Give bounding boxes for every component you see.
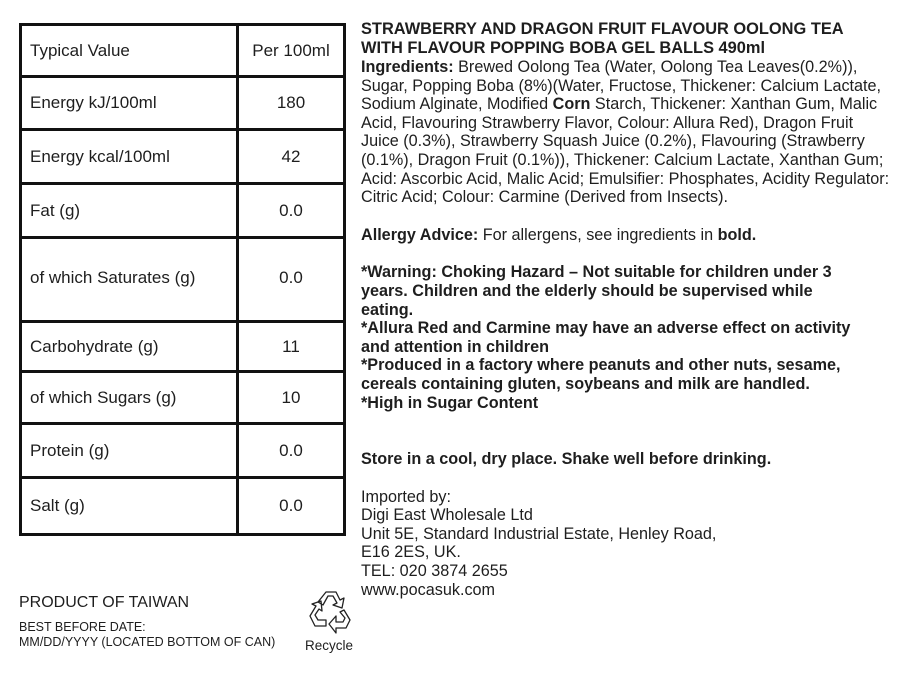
allergy-label: Allergy Advice: [361, 225, 479, 244]
row-label: of which Saturates (g) [21, 238, 238, 322]
table-row [21, 238, 345, 322]
row-label: Energy kJ/100ml [21, 77, 238, 130]
importer-address-1: Unit 5E, Standard Industrial Estate, Henley Road, [361, 524, 717, 543]
warning-sugar: *High in Sugar Content [361, 393, 539, 412]
ingredients-text-2: Starch, Thickener: Xanthan Gum, Malic Acid, Flavouring Strawberry Flavor, Colour: Allura Red), Dragon Fruit Juice (0.3%), Strawberry Squash Juice (0.2%), Flavouring (Strawberry (0.1%), Dragon Fruit (0.1%)), Thickener: Calcium Lactate, Xanthan Gum; Acid: Ascorbic Acid, Malic Acid; Emulsifier: Phosphates, Acidity Regulator: Citric Acid; Colour: Carmine (Derived from Insects). [361, 95, 890, 207]
row-label: Protein (g) [21, 424, 238, 478]
header-label: Typical Value [21, 25, 238, 77]
importer-website: www.pocasuk.com [361, 580, 496, 599]
nutrition-table [19, 23, 346, 536]
row-label: Carbohydrate (g) [21, 322, 238, 372]
warning-choking: *Warning: Choking Hazard – Not suitable for children under 3 years. Children and the elderly should be supervised while eating. [361, 263, 832, 319]
row-value: 180 [238, 77, 345, 130]
table-row [21, 184, 345, 238]
importer-info [361, 488, 891, 600]
product-title-line1: STRAWBERRY AND DRAGON FRUIT FLAVOUR OOLONG TEA [361, 20, 844, 38]
table-row [21, 372, 345, 424]
row-value: 0.0 [238, 424, 345, 478]
recycle-icon [302, 588, 356, 638]
allergy-bold-word: bold. [717, 225, 757, 244]
recycle-symbol [298, 588, 360, 653]
row-value: 42 [238, 130, 345, 184]
row-label: Fat (g) [21, 184, 238, 238]
label-text-panel [361, 20, 891, 599]
header-value: Per 100ml [238, 25, 345, 77]
warnings [361, 263, 891, 412]
row-value: 0.0 [238, 238, 345, 322]
ingredients [361, 58, 891, 207]
table-row [21, 478, 345, 535]
best-before-value: MM/DD/YYYY (LOCATED BOTTOM OF CAN) [19, 635, 276, 649]
row-value: 0.0 [238, 184, 345, 238]
table-row [21, 322, 345, 372]
ingredients-text-1: Brewed Oolong Tea (Water, Oolong Tea Leaves(0.2%)), Sugar, Popping Boba (8%)(Water, Fructose, Thickener: Calcium Lactate, Sodium Alginate, Modified [361, 58, 882, 114]
product-origin: PRODUCT OF TAIWAN [19, 594, 190, 611]
row-label: of which Sugars (g) [21, 372, 238, 424]
product-title [361, 20, 891, 58]
allergy-advice [361, 226, 891, 245]
allergen-corn: Corn [552, 95, 591, 114]
best-before [19, 620, 275, 650]
table-row [21, 77, 345, 130]
importer-address-2: E16 2ES, UK. [361, 543, 461, 562]
importer-label: Imported by: [361, 487, 451, 506]
row-label: Energy kcal/100ml [21, 130, 238, 184]
recycle-label: Recycle [304, 638, 353, 653]
origin-block [19, 594, 275, 650]
storage-instructions: Store in a cool, dry place. Shake well before drinking. [361, 450, 772, 469]
importer-company: Digi East Wholesale Ltd [361, 506, 533, 525]
ingredients-label: Ingredients: [361, 58, 454, 76]
warning-allergens-factory: *Produced in a factory where peanuts and other nuts, sesame, cereals containing gluten, soybeans and milk are handled. [361, 356, 841, 393]
row-value: 11 [238, 322, 345, 372]
importer-tel: TEL: 020 3874 2655 [361, 562, 508, 581]
product-title-line2: WITH FLAVOUR POPPING BOBA GEL BALLS 490ml [361, 39, 766, 57]
warning-colours: *Allura Red and Carmine may have an adverse effect on activity and attention in children [361, 319, 851, 356]
row-value: 10 [238, 372, 345, 424]
best-before-label: BEST BEFORE DATE: [19, 620, 146, 634]
row-label: Salt (g) [21, 478, 238, 535]
table-row [21, 130, 345, 184]
table-row [21, 424, 345, 478]
allergy-text: For allergens, see ingredients in [478, 225, 718, 244]
row-value: 0.0 [238, 478, 345, 535]
nutrition-header-row [21, 25, 345, 77]
